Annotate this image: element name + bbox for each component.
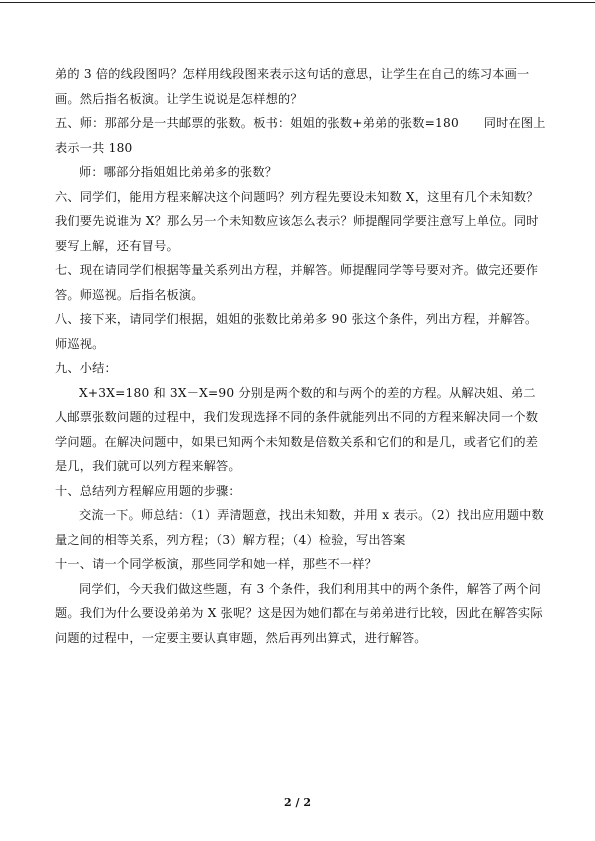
paragraph-step-eight: 八、接下来，请同学们根据，姐姐的张数比弟弟多 90 张这个条件，列出方程，并解答。师巡视。 xyxy=(55,312,538,351)
paragraph-step-five: 五、师：那部分是一共邮票的张数。板书：姐姐的张数+弟弟的张数=180 同时在图上表示一共 180 xyxy=(55,116,546,155)
heading-summary: 九、小结： xyxy=(55,361,117,375)
paragraph-step-eleven: 十一、请一个同学板演，那些同学和她一样，那些不一样？ xyxy=(55,557,378,571)
paragraph-teacher-question: 师：哪部分指姐姐比弟弟多的张数？ xyxy=(79,165,278,179)
paragraph-line-diagram: 弟的 3 倍的线段图吗？怎样用线段图来表示这句话的意思，让学生在自己的练习本画一画。然后指名板演。让学生说说是怎样想的？ xyxy=(55,67,530,106)
heading-steps: 十、总结列方程解应用题的步骤： xyxy=(55,483,241,498)
paragraph-closing: 同学们，今天我们做这些题，有 3 个条件，我们利用其中的两个条件，解答了两个问题。我们为什么要设弟弟为 X 张呢？这是因为她们都在与弟弟进行比较，因此在解答实际问题的过程中，一定要主要认真审题，然后再列出算式，进行解答。 xyxy=(55,581,543,645)
header-rule xyxy=(0,2,595,3)
paragraph-summary-body: X+3X=180 和 3X－X=90 分别是两个数的和与两个的差的方程。从解决姐、弟二人邮票张数问题的过程中，我们发现选择不同的条件就能列出不同的方程来解决同一个数学问题。在解决问题中，如果已知两个未知数是倍数关系和它们的和是几，或者它们的差是几，我们就可以列方程来解答。 xyxy=(55,385,539,473)
paragraph-step-seven: 七、现在请同学们根据等量关系列出方程，并解答。师提醒同学等号要对齐。做完还要作答。师巡视。后指名板演。 xyxy=(55,263,539,302)
document-body xyxy=(55,62,547,650)
paragraph-step-six: 六、同学们，能用方程来解决这个问题吗？列方程先要设未知数 X，这里有几个未知数？我们要先说谁为 X？那么另一个未知数应该怎么表示？师提醒同学要注意写上单位。同时要写上解，还有冒号。 xyxy=(55,189,539,253)
page-number: 2 / 2 xyxy=(284,796,311,809)
paragraph-steps-body: 交流一下。师总结：（1）弄清题意，找出未知数，并用 x 表示。（2）找出应用题中数量之间的相等关系，列方程；（3）解方程；（4）检验，写出答案 xyxy=(55,508,544,547)
